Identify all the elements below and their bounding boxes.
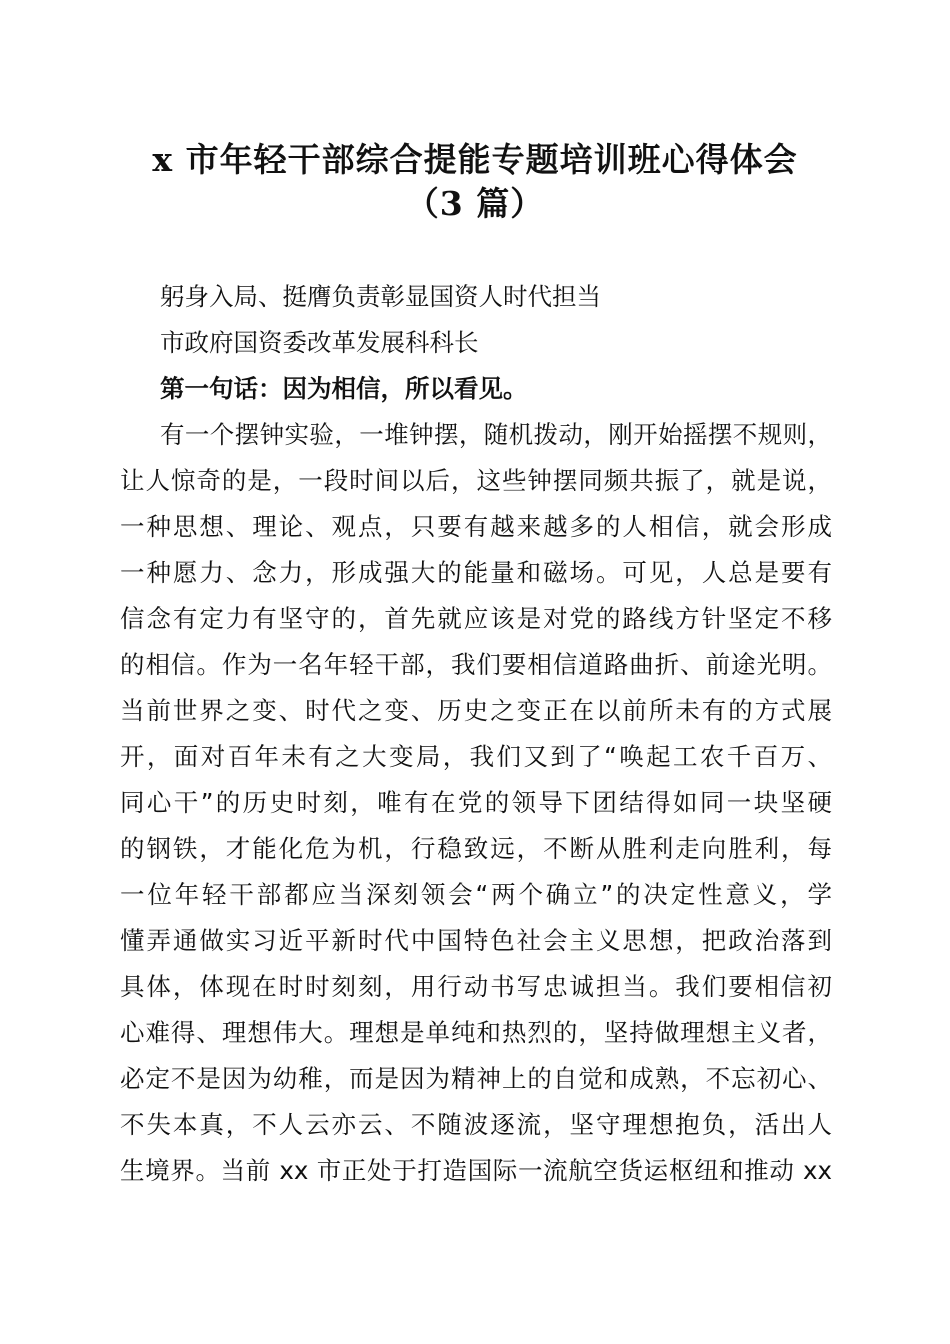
section-heading: 第一句话：因为相信，所以看见。 [160, 374, 528, 403]
paragraph-line: 有一个摆钟实验，一堆钟摆，随机拨动，刚开始摇摆不规则， [160, 420, 832, 449]
paragraph-line: 具体，体现在时时刻刻，用行动书写忠诚担当。我们要相信初 [120, 972, 832, 1001]
article-author: 市政府国资委改革发展科科长 [160, 328, 479, 357]
document-title-count: （3 篇） [405, 184, 545, 223]
paragraph-line: 生境界。当前 xx 市正处于打造国际一流航空货运枢纽和推动 xx [120, 1156, 832, 1185]
paragraph-line: 一位年轻干部都应当深刻领会“两个确立”的决定性意义，学 [120, 880, 832, 909]
paragraph-line: 的相信。作为一名年轻干部，我们要相信道路曲折、前途光明。 [120, 650, 832, 679]
paragraph-line: 同心干”的历史时刻，唯有在党的领导下团结得如同一块坚硬 [120, 788, 832, 817]
paragraph-line: 让人惊奇的是，一段时间以后，这些钟摆同频共振了，就是说， [120, 466, 832, 495]
paragraph-line: 必定不是因为幼稚，而是因为精神上的自觉和成熟，不忘初心、 [120, 1064, 832, 1093]
paragraph-line: 不失本真，不人云亦云、不随波逐流，坚守理想抱负，活出人 [120, 1110, 832, 1139]
paragraph-line: 当前世界之变、时代之变、历史之变正在以前所未有的方式展 [120, 696, 832, 725]
paragraph-line: 一种思想、理论、观点，只要有越来越多的人相信，就会形成 [120, 512, 832, 541]
paragraph-line: 信念有定力有坚守的，首先就应该是对党的路线方针坚定不移 [120, 604, 832, 633]
paragraph-line: 心难得、理想伟大。理想是单纯和热烈的，坚持做理想主义者， [120, 1018, 832, 1047]
document-title: x 市年轻干部综合提能专题培训班心得体会 [152, 140, 798, 179]
paragraph-line: 一种愿力、念力，形成强大的能量和磁场。可见，人总是要有 [120, 558, 832, 587]
paragraph-line: 开，面对百年未有之大变局，我们又到了“唤起工农千百万、 [120, 742, 832, 771]
paragraph-line: 懂弄通做实习近平新时代中国特色社会主义思想，把政治落到 [120, 926, 832, 955]
paragraph-line: 的钢铁，才能化危为机，行稳致远，不断从胜利走向胜利，每 [120, 834, 832, 863]
article-subtitle: 躬身入局、挺膺负责彰显国资人时代担当 [160, 282, 601, 311]
